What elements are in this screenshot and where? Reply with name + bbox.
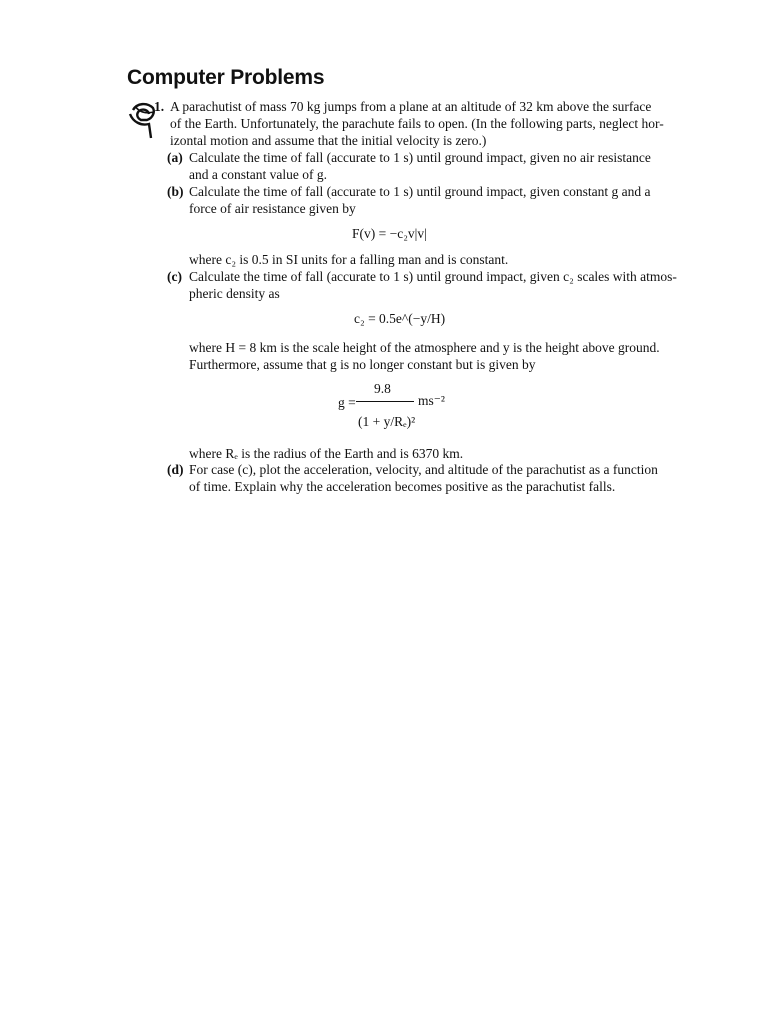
part-d-label: (d)	[167, 462, 184, 477]
part-a-line-1: Calculate the time of fall (accurate to 1 s) until ground impact, given no air resistance	[189, 150, 651, 165]
part-d-line-1: For case (c), plot the acceleration, velocity, and altitude of the parachutist as a function	[189, 462, 658, 477]
part-c-after-2: Furthermore, assume that g is no longer constant but is given by	[189, 357, 536, 372]
part-b-after: where c₂ is 0.5 in SI units for a falling man and is constant.	[189, 252, 509, 267]
part-a-line-2: and a constant value of g.	[189, 167, 327, 182]
gravity-lhs: g =	[338, 395, 356, 410]
intro-line-2: of the Earth. Unfortunately, the parachute fails to open. (In the following parts, neglect hor-	[170, 116, 664, 131]
density-scaling-equation: c₂ = 0.5e^(−y/H)	[354, 311, 446, 326]
part-c-label: (c)	[167, 269, 182, 284]
fraction-bar	[356, 401, 414, 402]
part-c-line-2: pheric density as	[189, 286, 280, 301]
part-b-label: (b)	[167, 184, 184, 199]
gravity-denominator: (1 + y/Rₑ)²	[358, 414, 416, 429]
drag-force-equation: F(v) = −c₂v|v|	[352, 226, 427, 241]
problem-number: 1.	[154, 99, 165, 114]
gravity-units: ms⁻²	[418, 393, 445, 408]
part-d-line-2: of time. Explain why the acceleration becomes positive as the parachutist falls.	[189, 479, 616, 494]
section-heading: Computer Problems	[127, 66, 325, 89]
part-c-final: where Rₑ is the radius of the Earth and is 6370 km.	[189, 446, 464, 461]
intro-line-3: izontal motion and assume that the initial velocity is zero.)	[170, 133, 487, 148]
part-c-line-1: Calculate the time of fall (accurate to 1 s) until ground impact, given c₂ scales with atmos-	[189, 269, 677, 284]
part-c-after-1: where H = 8 km is the scale height of the atmosphere and y is the height above ground.	[189, 340, 660, 355]
intro-line-1: A parachutist of mass 70 kg jumps from a plane at an altitude of 32 km above the surface	[170, 99, 652, 114]
part-b-line-2: force of air resistance given by	[189, 201, 356, 216]
gravity-numerator: 9.8	[374, 381, 391, 396]
part-b-line-1: Calculate the time of fall (accurate to 1 s) until ground impact, given constant g and a	[189, 184, 651, 199]
part-a-label: (a)	[167, 150, 183, 165]
